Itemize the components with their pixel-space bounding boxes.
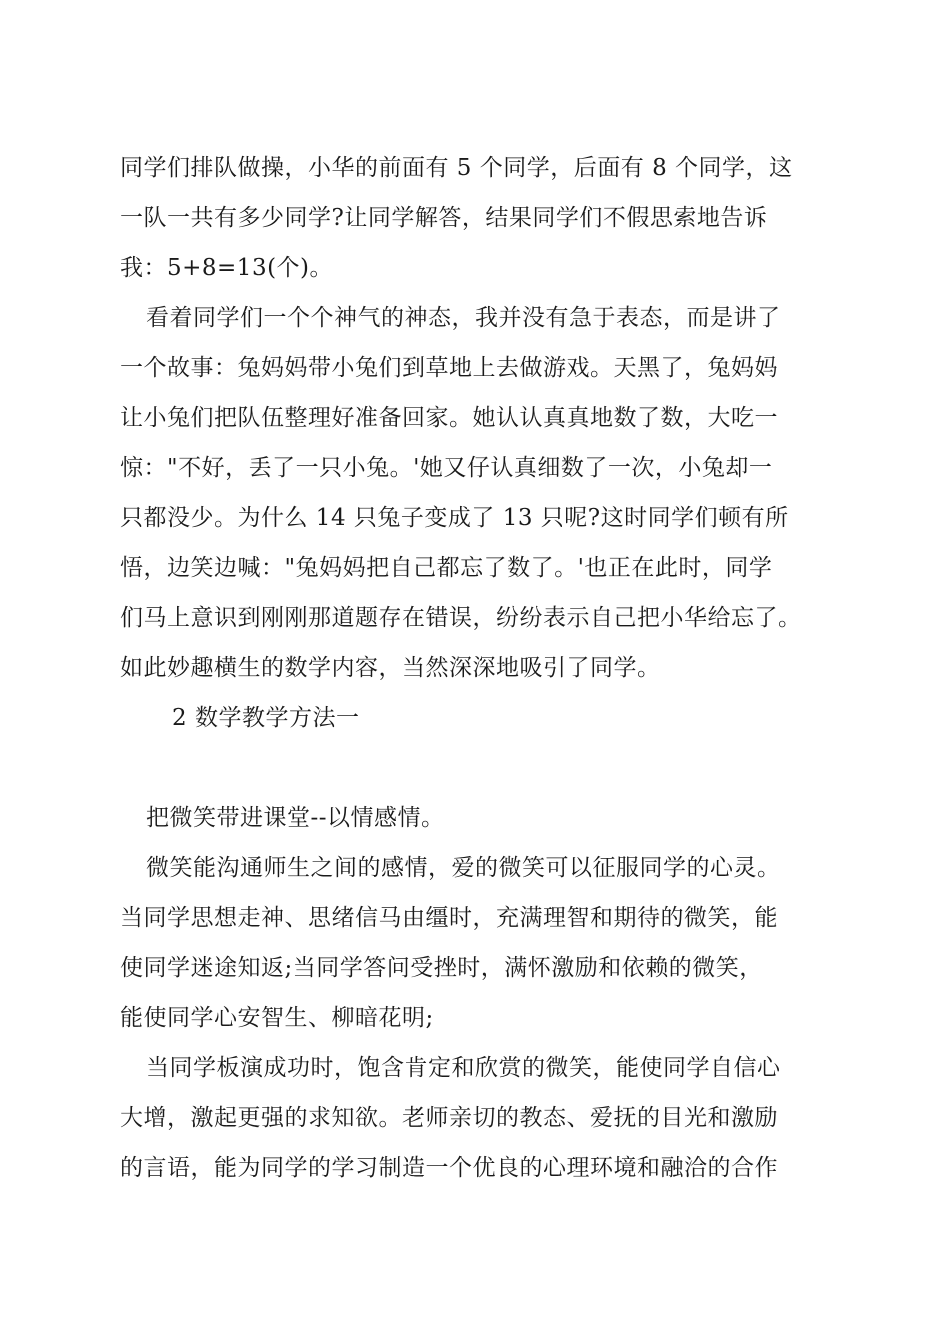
- paragraph-5-line-1: 当同学板演成功时，饱含肯定和欣赏的微笑，能使同学自信心: [146, 1055, 781, 1081]
- paragraph-5-line-3: 的言语，能为同学的学习制造一个优良的心理环境和融洽的合作: [120, 1155, 778, 1181]
- paragraph-1-line-2: 一队一共有多少同学?让同学解答，结果同学们不假思索地告诉: [120, 205, 768, 231]
- paragraph-2-line-5: 只都没少。为什么 14 只兔子变成了 13 只呢?这时同学们顿有所: [120, 505, 789, 531]
- paragraph-2-line-7: 们马上意识到刚刚那道题存在错误，纷纷表示自己把小华给忘了。: [120, 605, 802, 631]
- paragraph-1-line-1: 同学们排队做操，小华的前面有 5 个同学，后面有 8 个同学，这: [120, 155, 793, 181]
- paragraph-5-line-2: 大增，激起更强的求知欲。老师亲切的教态、爱抚的目光和激励: [120, 1105, 778, 1131]
- paragraph-2-line-2: 一个故事：兔妈妈带小兔们到草地上去做游戏。天黑了，兔妈妈: [120, 355, 778, 381]
- paragraph-4-line-4: 能使同学心安智生、柳暗花明;: [120, 1005, 434, 1031]
- paragraph-2-line-3: 让小兔们把队伍整理好准备回家。她认认真真地数了数，大吃一: [120, 405, 778, 431]
- section-heading: 2 数学教学方法一: [172, 705, 360, 731]
- paragraph-2-line-8: 如此妙趣横生的数学内容，当然深深地吸引了同学。: [120, 655, 661, 681]
- paragraph-2-line-6: 悟，边笑边喊："兔妈妈把自己都忘了数了。'也正在此时，同学: [120, 555, 773, 581]
- paragraph-1-line-3: 我：5+8=13(个)。: [120, 255, 334, 281]
- paragraph-2-line-4: 惊："不好，丢了一只小兔。'她又仔认真细数了一次，小兔却一: [120, 455, 773, 481]
- paragraph-2-line-1: 看着同学们一个个神气的神态，我并没有急于表态，而是讲了: [146, 305, 781, 331]
- paragraph-3-line-1: 把微笑带进课堂--以情感情。: [146, 805, 445, 831]
- paragraph-4-line-2: 当同学思想走神、思绪信马由缰时，充满理智和期待的微笑，能: [120, 905, 778, 931]
- paragraph-4-line-1: 微笑能沟通师生之间的感情，爱的微笑可以征服同学的心灵。: [146, 855, 781, 881]
- paragraph-4-line-3: 使同学迷途知返;当同学答问受挫时，满怀激励和依赖的微笑，: [120, 955, 763, 981]
